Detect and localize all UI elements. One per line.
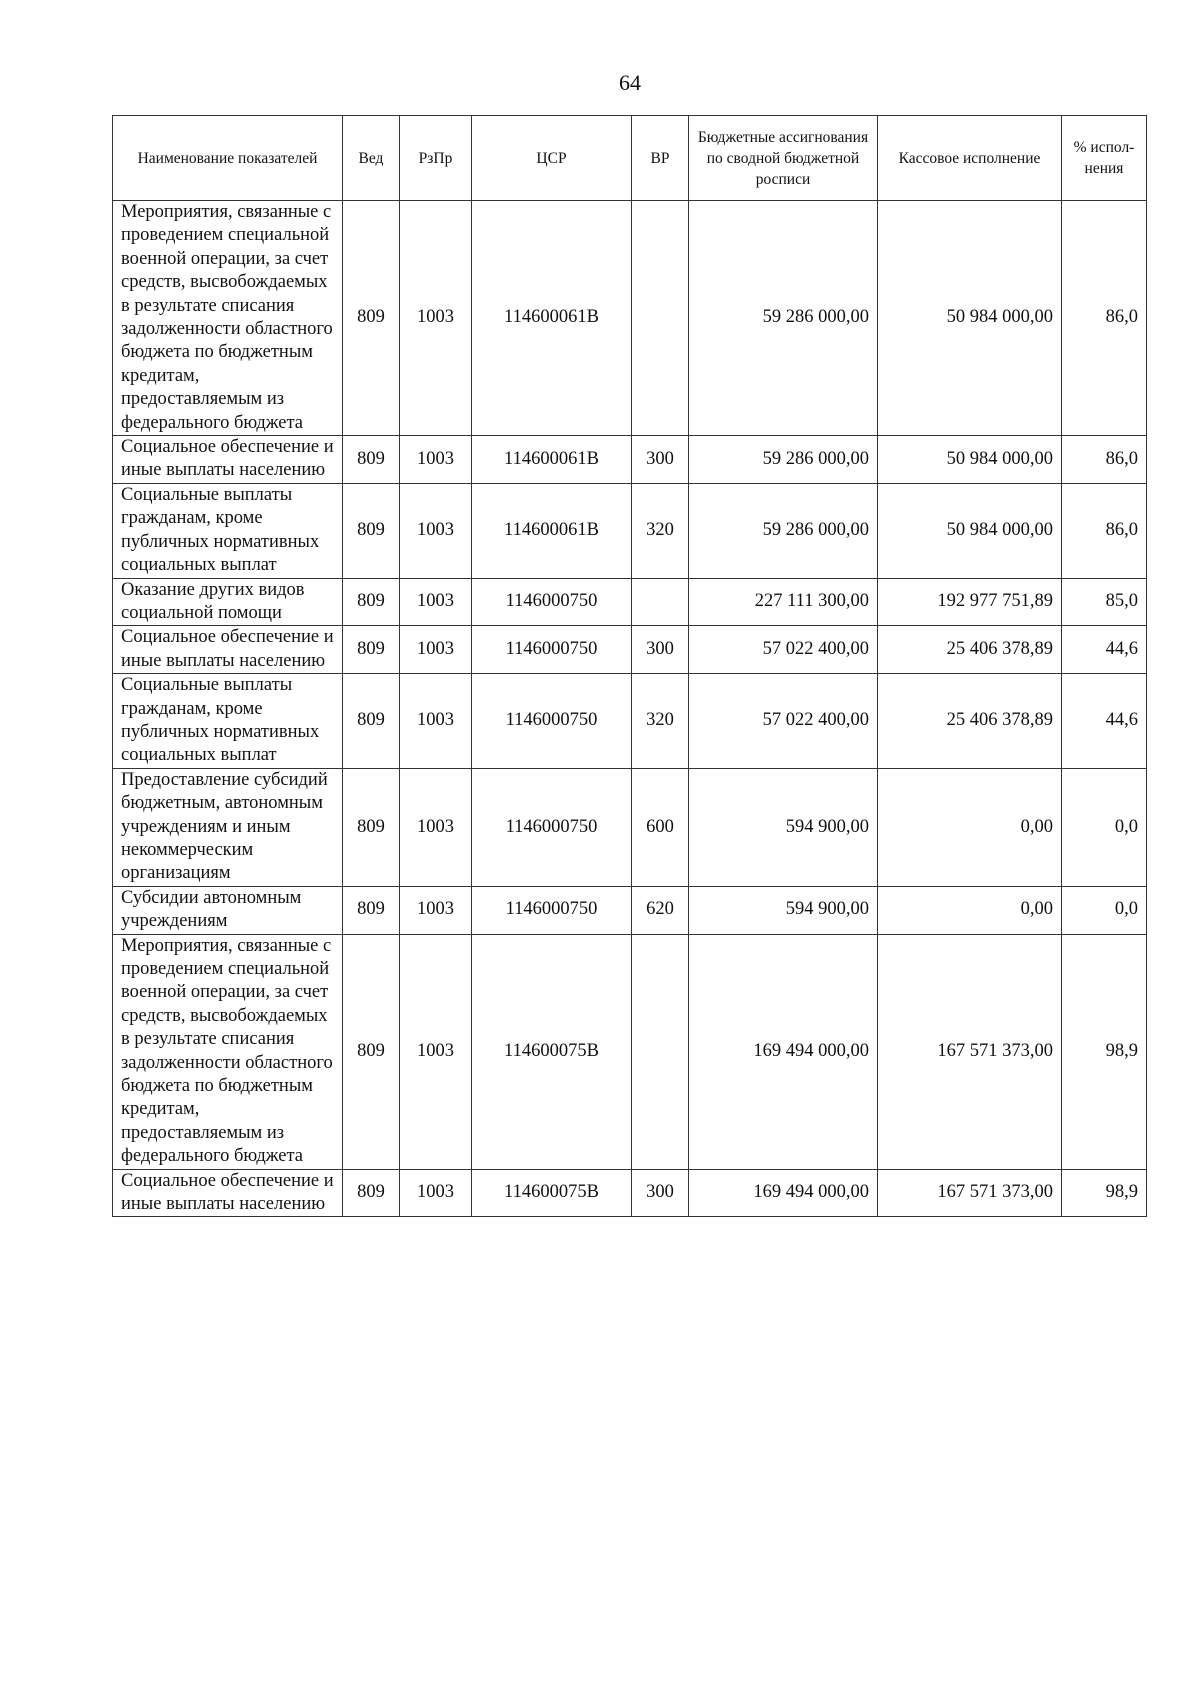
- cell-ved: 809: [343, 578, 400, 626]
- cell-name: Социальные выплаты гражданам, кроме публичных нормативных социальных выплат: [113, 483, 343, 578]
- cell-assignments: 594 900,00: [689, 886, 878, 934]
- cell-csr: 114600061В: [472, 483, 632, 578]
- table-row: [113, 626, 1147, 674]
- cell-cash-execution: 50 984 000,00: [878, 436, 1062, 484]
- cell-csr: 114600061В: [472, 436, 632, 484]
- cell-rzpr: 1003: [400, 626, 472, 674]
- cell-name: Социальное обеспечение и иные выплаты населению: [113, 626, 343, 674]
- cell-csr: 114600075В: [472, 934, 632, 1169]
- header-csr: ЦСР: [472, 116, 632, 201]
- cell-cash-execution: 167 571 373,00: [878, 1169, 1062, 1217]
- header-percent: % испол-нения: [1062, 116, 1147, 201]
- table-header-row: [113, 116, 1147, 201]
- cell-rzpr: 1003: [400, 578, 472, 626]
- cell-percent: 0,0: [1062, 886, 1147, 934]
- cell-name: Социальные выплаты гражданам, кроме публичных нормативных социальных выплат: [113, 674, 343, 769]
- cell-vr: 300: [632, 1169, 689, 1217]
- cell-percent: 85,0: [1062, 578, 1147, 626]
- cell-csr: 1146000750: [472, 578, 632, 626]
- cell-csr: 1146000750: [472, 674, 632, 769]
- table-row: [113, 483, 1147, 578]
- page-number: 64: [619, 70, 641, 95]
- cell-cash-execution: 25 406 378,89: [878, 626, 1062, 674]
- cell-ved: 809: [343, 626, 400, 674]
- cell-ved: 809: [343, 201, 400, 436]
- cell-percent: 44,6: [1062, 626, 1147, 674]
- header-rzpr: РзПр: [400, 116, 472, 201]
- table-row: [113, 578, 1147, 626]
- cell-ved: 809: [343, 483, 400, 578]
- cell-rzpr: 1003: [400, 674, 472, 769]
- header-ved: Вед: [343, 116, 400, 201]
- table-row: [113, 1169, 1147, 1217]
- cell-percent: 0,0: [1062, 768, 1147, 886]
- cell-rzpr: 1003: [400, 934, 472, 1169]
- cell-vr: 320: [632, 674, 689, 769]
- cell-assignments: 59 286 000,00: [689, 483, 878, 578]
- cell-assignments: 169 494 000,00: [689, 934, 878, 1169]
- cell-rzpr: 1003: [400, 483, 472, 578]
- cell-name: Мероприятия, связанные с проведением специальной военной операции, за счет средств, высвобождаемых в результате списания задолженности областного бюджета по бюджетным кредитам, предоставляемым из федерального бюджета: [113, 934, 343, 1169]
- cell-assignments: 57 022 400,00: [689, 626, 878, 674]
- cell-name: Социальное обеспечение и иные выплаты населению: [113, 436, 343, 484]
- cell-name: Социальное обеспечение и иные выплаты населению: [113, 1169, 343, 1217]
- cell-vr: 620: [632, 886, 689, 934]
- cell-assignments: 227 111 300,00: [689, 578, 878, 626]
- cell-cash-execution: 192 977 751,89: [878, 578, 1062, 626]
- cell-ved: 809: [343, 436, 400, 484]
- cell-assignments: 169 494 000,00: [689, 1169, 878, 1217]
- cell-assignments: 59 286 000,00: [689, 436, 878, 484]
- budget-table: [112, 115, 1147, 1217]
- cell-percent: 98,9: [1062, 934, 1147, 1169]
- cell-rzpr: 1003: [400, 436, 472, 484]
- cell-percent: 86,0: [1062, 201, 1147, 436]
- cell-assignments: 57 022 400,00: [689, 674, 878, 769]
- cell-assignments: 59 286 000,00: [689, 201, 878, 436]
- table-row: [113, 886, 1147, 934]
- cell-cash-execution: 0,00: [878, 886, 1062, 934]
- cell-name: Мероприятия, связанные с проведением специальной военной операции, за счет средств, высвобождаемых в результате списания задолженности областного бюджета по бюджетным кредитам, предоставляемым из федерального бюджета: [113, 201, 343, 436]
- cell-name: Субсидии автономным учреждениям: [113, 886, 343, 934]
- cell-csr: 1146000750: [472, 626, 632, 674]
- cell-percent: 98,9: [1062, 1169, 1147, 1217]
- cell-csr: 1146000750: [472, 886, 632, 934]
- cell-rzpr: 1003: [400, 1169, 472, 1217]
- cell-percent: 86,0: [1062, 483, 1147, 578]
- cell-cash-execution: 0,00: [878, 768, 1062, 886]
- table-row: [113, 674, 1147, 769]
- cell-vr: 600: [632, 768, 689, 886]
- cell-csr: 114600061В: [472, 201, 632, 436]
- cell-ved: 809: [343, 934, 400, 1169]
- cell-percent: 44,6: [1062, 674, 1147, 769]
- cell-percent: 86,0: [1062, 436, 1147, 484]
- cell-cash-execution: 167 571 373,00: [878, 934, 1062, 1169]
- cell-csr: 1146000750: [472, 768, 632, 886]
- header-assignments: Бюджетные ассигнования по сводной бюджетной росписи: [689, 116, 878, 201]
- cell-vr: 300: [632, 436, 689, 484]
- cell-name: Оказание других видов социальной помощи: [113, 578, 343, 626]
- cell-ved: 809: [343, 768, 400, 886]
- cell-rzpr: 1003: [400, 768, 472, 886]
- cell-assignments: 594 900,00: [689, 768, 878, 886]
- header-vr: ВР: [632, 116, 689, 201]
- cell-rzpr: 1003: [400, 886, 472, 934]
- table-row: [113, 201, 1147, 436]
- header-cash-execution: Кассовое исполнение: [878, 116, 1062, 201]
- header-name: Наименование показателей: [113, 116, 343, 201]
- cell-vr: 300: [632, 626, 689, 674]
- cell-ved: 809: [343, 1169, 400, 1217]
- cell-vr: [632, 578, 689, 626]
- cell-cash-execution: 50 984 000,00: [878, 201, 1062, 436]
- cell-ved: 809: [343, 886, 400, 934]
- cell-name: Предоставление субсидий бюджетным, автономным учреждениям и иным некоммерческим организациям: [113, 768, 343, 886]
- table-row: [113, 934, 1147, 1169]
- cell-ved: 809: [343, 674, 400, 769]
- table-row: [113, 768, 1147, 886]
- cell-csr: 114600075В: [472, 1169, 632, 1217]
- cell-vr: 320: [632, 483, 689, 578]
- table-row: [113, 436, 1147, 484]
- cell-cash-execution: 50 984 000,00: [878, 483, 1062, 578]
- table-body: [113, 201, 1147, 1217]
- cell-vr: [632, 934, 689, 1169]
- cell-vr: [632, 201, 689, 436]
- cell-cash-execution: 25 406 378,89: [878, 674, 1062, 769]
- cell-rzpr: 1003: [400, 201, 472, 436]
